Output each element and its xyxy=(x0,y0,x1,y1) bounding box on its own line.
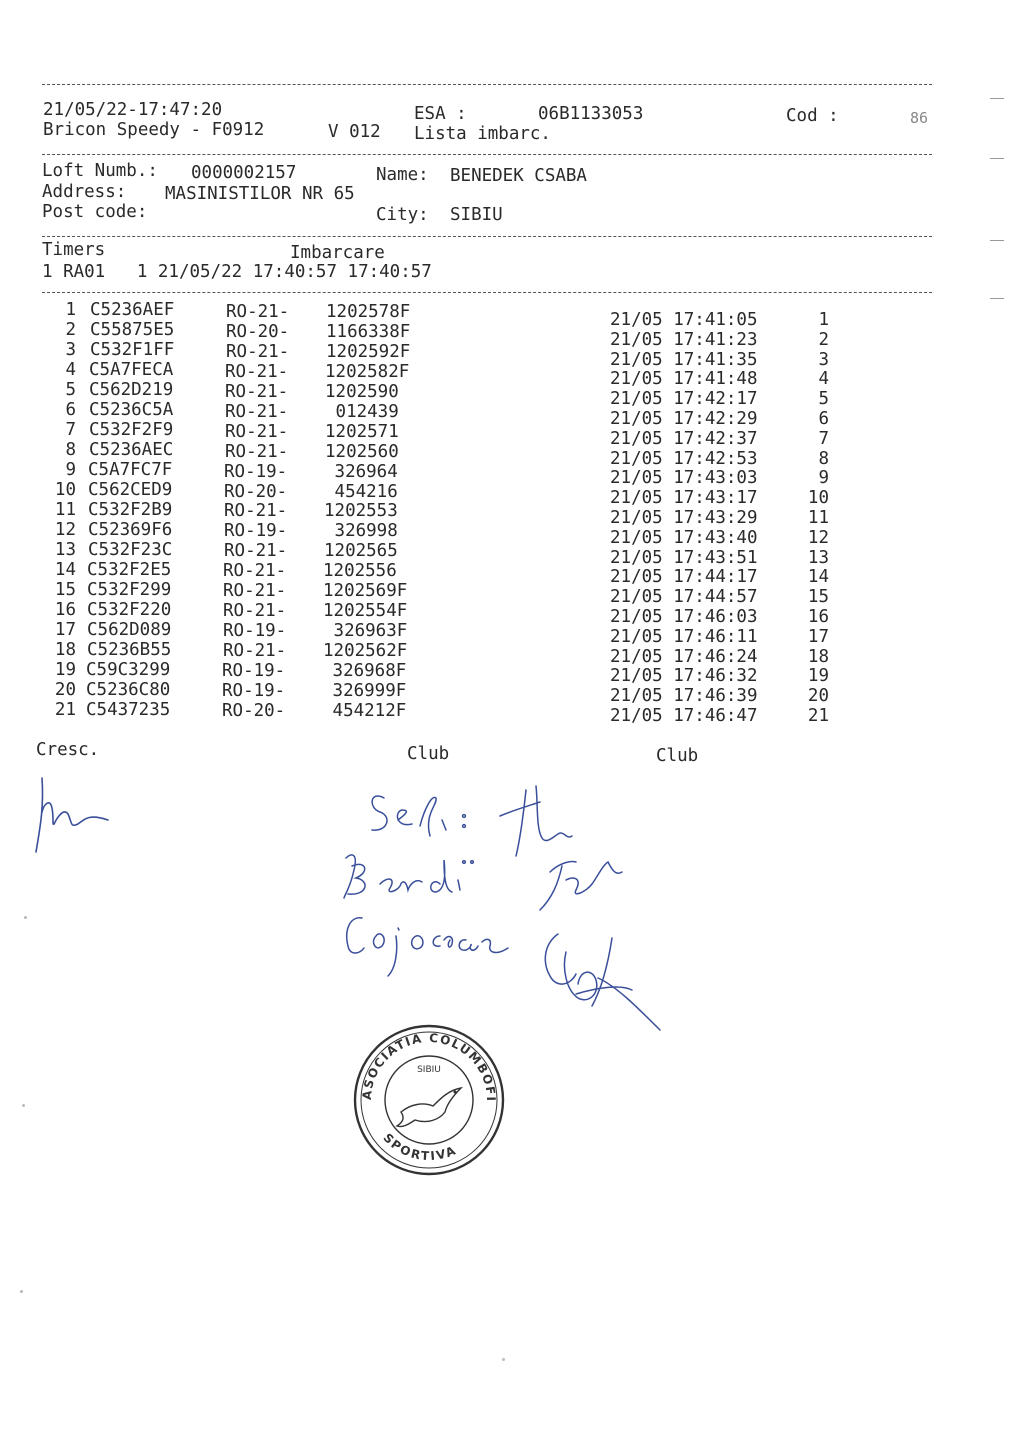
position-number: 19 xyxy=(807,666,829,686)
ring-number: 1202571 xyxy=(325,422,399,442)
ring-number: 1202562F xyxy=(323,641,408,661)
margin-mark xyxy=(990,158,1004,159)
arrival-time: 21/05 17:43:51 xyxy=(610,548,758,568)
row-number: 1 xyxy=(65,300,76,320)
table-row xyxy=(0,520,1024,548)
chip-id: C5437235 xyxy=(86,700,171,720)
row-number: 19 xyxy=(54,660,76,680)
chip-id: C532F2B9 xyxy=(88,500,173,520)
table-row xyxy=(0,500,1024,528)
scan-speck xyxy=(502,1358,505,1361)
arrival-time: 21/05 17:46:03 xyxy=(610,607,758,627)
table-row xyxy=(0,540,1024,568)
chip-id: C5236AEC xyxy=(89,440,174,460)
list-title: Lista imbarc. xyxy=(414,124,551,144)
row-number: 9 xyxy=(65,460,76,480)
position-number: 12 xyxy=(807,528,829,548)
chip-id: C5236B55 xyxy=(87,640,172,660)
ring-prefix: RO-21- xyxy=(223,581,287,601)
position-number: 15 xyxy=(807,587,829,607)
table-row xyxy=(0,620,1024,647)
chip-id: C5236C5A xyxy=(89,400,174,420)
row-number: 11 xyxy=(54,500,76,520)
table-row xyxy=(0,580,1024,607)
ring-prefix: RO-20- xyxy=(226,322,290,342)
table-row xyxy=(0,440,1024,469)
ring-number: 454216 xyxy=(324,482,398,502)
ring-number: 326998 xyxy=(324,521,398,541)
ring-number: 1202590 xyxy=(325,382,399,402)
ring-prefix: RO-21- xyxy=(225,442,289,462)
position-number: 11 xyxy=(807,508,829,528)
position-number: 14 xyxy=(807,567,829,587)
arrival-time: 21/05 17:43:03 xyxy=(610,468,758,488)
device-name: Bricon Speedy - F0912 xyxy=(43,120,265,140)
scan-speck xyxy=(20,1290,23,1293)
position-number: 17 xyxy=(807,627,829,647)
row-number: 18 xyxy=(54,640,76,660)
ring-number: 1202553 xyxy=(324,501,398,521)
ring-number: 454212F xyxy=(322,701,407,721)
margin-mark xyxy=(990,240,1004,241)
table-row xyxy=(0,660,1024,686)
club-label: Club xyxy=(407,744,450,764)
table-row xyxy=(0,560,1024,587)
imbarcare-label: Imbarcare xyxy=(290,243,385,263)
chip-id: C562CED9 xyxy=(88,480,173,500)
ring-prefix: RO-19- xyxy=(222,681,286,701)
ring-number: 1202565 xyxy=(324,541,398,561)
position-number: 3 xyxy=(818,350,829,370)
ring-prefix: RO-20- xyxy=(222,701,286,721)
ring-prefix: RO-21- xyxy=(224,501,288,521)
club-label: Club xyxy=(656,746,699,766)
row-number: 12 xyxy=(54,520,76,540)
position-number: 9 xyxy=(818,468,829,488)
arrival-time: 21/05 17:42:53 xyxy=(610,449,758,469)
ring-prefix: RO-21- xyxy=(223,561,287,581)
row-number: 21 xyxy=(54,700,76,720)
row-number: 5 xyxy=(65,380,76,400)
position-number: 16 xyxy=(807,607,829,627)
row-number: 15 xyxy=(54,580,76,600)
row-number: 20 xyxy=(54,680,76,700)
table-row xyxy=(0,700,1024,726)
ring-number: 326964 xyxy=(324,462,398,482)
position-number: 6 xyxy=(818,409,829,429)
row-number: 13 xyxy=(54,540,76,560)
arrival-time: 21/05 17:46:24 xyxy=(610,647,758,667)
position-number: 5 xyxy=(818,389,829,409)
row-number: 4 xyxy=(65,360,76,380)
chip-id: C532F2E5 xyxy=(87,560,172,580)
table-row xyxy=(0,480,1024,508)
chip-id: C532F220 xyxy=(87,600,172,620)
ring-prefix: RO-21- xyxy=(224,541,288,561)
table-row xyxy=(0,420,1024,449)
esa-value: 06B1133053 xyxy=(538,104,644,124)
table-row xyxy=(0,460,1024,488)
breeder-signature xyxy=(30,768,110,858)
chip-id: C532F299 xyxy=(87,580,172,600)
margin-mark xyxy=(990,98,1004,99)
loft-number-label: Loft Numb.: xyxy=(42,161,158,181)
table-row xyxy=(0,640,1024,667)
ring-number: 326963F xyxy=(323,621,408,641)
position-number: 20 xyxy=(807,686,829,706)
arrival-time: 21/05 17:41:48 xyxy=(610,369,758,389)
city-label: City: xyxy=(376,205,429,225)
ring-prefix: RO-21- xyxy=(226,342,290,362)
post-code-label: Post code: xyxy=(42,202,148,222)
chip-id: C532F2F9 xyxy=(89,420,174,440)
position-number: 2 xyxy=(818,330,829,350)
ring-prefix: RO-21- xyxy=(223,601,287,621)
table-row xyxy=(0,360,1024,389)
arrival-time: 21/05 17:41:23 xyxy=(610,330,758,350)
timer-row: 1 RA01 1 21/05/22 17:40:57 17:40:57 xyxy=(42,262,432,282)
breeder-label: Cresc. xyxy=(36,740,100,760)
chip-id: C5A7FECA xyxy=(89,360,174,380)
row-number: 14 xyxy=(54,560,76,580)
arrival-time: 21/05 17:42:17 xyxy=(610,389,758,409)
ring-number: 1202554F xyxy=(323,601,408,621)
ring-prefix: RO-21- xyxy=(225,362,289,382)
chip-id: C52369F6 xyxy=(88,520,173,540)
table-row xyxy=(0,400,1024,429)
timers-label: Timers xyxy=(42,240,106,260)
arrival-time: 21/05 17:46:32 xyxy=(610,666,758,686)
row-number: 2 xyxy=(65,320,76,340)
position-number: 10 xyxy=(807,488,829,508)
loft-number-value: 0000002157 xyxy=(191,163,297,183)
chip-id: C532F23C xyxy=(88,540,173,560)
row-number: 16 xyxy=(54,600,76,620)
table-row xyxy=(0,380,1024,409)
cod-value: 86 xyxy=(910,109,929,127)
separator-line xyxy=(42,84,932,85)
row-number: 7 xyxy=(65,420,76,440)
svg-text:SPORTIVA: SPORTIVA xyxy=(380,1130,460,1164)
position-number: 8 xyxy=(818,449,829,469)
ring-prefix: RO-19- xyxy=(224,462,288,482)
arrival-time: 21/05 17:46:47 xyxy=(610,706,758,726)
cod-label: Cod : xyxy=(786,106,839,126)
position-number: 4 xyxy=(818,369,829,389)
svg-text:SIBIU: SIBIU xyxy=(417,1065,441,1075)
ring-prefix: RO-21- xyxy=(223,641,287,661)
position-number: 7 xyxy=(818,429,829,449)
row-number: 10 xyxy=(54,480,76,500)
address-label: Address: xyxy=(42,182,127,202)
separator-line xyxy=(42,292,932,293)
scan-speck xyxy=(24,916,27,919)
print-datetime: 21/05/22-17:47:20 xyxy=(43,100,223,120)
margin-mark xyxy=(990,298,1004,299)
arrival-time: 21/05 17:46:39 xyxy=(610,686,758,706)
arrival-time: 21/05 17:42:37 xyxy=(610,429,758,449)
chip-id: C562D089 xyxy=(87,620,172,640)
table-row xyxy=(0,600,1024,627)
position-number: 18 xyxy=(807,647,829,667)
ring-number: 1202578F xyxy=(326,302,411,322)
chip-id: C59C3299 xyxy=(86,660,171,680)
position-number: 13 xyxy=(807,548,829,568)
table-row xyxy=(0,680,1024,706)
ring-prefix: RO-21- xyxy=(225,382,289,402)
ring-prefix: RO-21- xyxy=(225,422,289,442)
arrival-time: 21/05 17:41:05 xyxy=(610,310,758,330)
esa-label: ESA : xyxy=(414,104,467,124)
ring-number: 012439 xyxy=(325,402,399,422)
ring-number: 1202592F xyxy=(326,342,411,362)
arrival-time: 21/05 17:44:17 xyxy=(610,567,758,587)
chip-id: C55875E5 xyxy=(90,320,175,340)
name-value: BENEDEK CSABA xyxy=(450,166,587,186)
ring-number: 1202556 xyxy=(323,561,397,581)
ring-prefix: RO-21- xyxy=(225,402,289,422)
ring-number: 326999F xyxy=(322,681,407,701)
city-value: SIBIU xyxy=(450,205,503,225)
device-version: V 012 xyxy=(328,122,381,142)
club-signature xyxy=(536,928,676,1038)
name-label: Name: xyxy=(376,165,429,185)
ring-prefix: RO-19- xyxy=(224,521,288,541)
arrival-time: 21/05 17:41:35 xyxy=(610,350,758,370)
ring-prefix: RO-19- xyxy=(222,661,286,681)
arrival-time: 21/05 17:46:11 xyxy=(610,627,758,647)
arrival-time: 21/05 17:44:57 xyxy=(610,587,758,607)
row-number: 6 xyxy=(65,400,76,420)
separator-line xyxy=(42,154,932,155)
row-number: 3 xyxy=(65,340,76,360)
row-number: 8 xyxy=(65,440,76,460)
arrival-time: 21/05 17:43:29 xyxy=(610,508,758,528)
chip-id: C5236C80 xyxy=(86,680,171,700)
chip-id: C5236AEF xyxy=(90,300,175,320)
address-value: MASINISTILOR NR 65 xyxy=(165,184,355,204)
ring-prefix: RO-19- xyxy=(223,621,287,641)
row-number: 17 xyxy=(54,620,76,640)
ring-number: 1202560 xyxy=(325,442,399,462)
chip-id: C532F1FF xyxy=(90,340,175,360)
chip-id: C5A7FC7F xyxy=(88,460,173,480)
ring-prefix: RO-21- xyxy=(226,302,290,322)
position-number: 1 xyxy=(818,310,829,330)
svg-text:ASOCIATIA COLUMBOFILA: ASOCIATIA COLUMBOFILA xyxy=(343,1009,499,1103)
scan-speck xyxy=(22,1104,25,1107)
arrival-time: 21/05 17:42:29 xyxy=(610,409,758,429)
ring-number: 1166338F xyxy=(326,322,411,342)
ring-number: 1202569F xyxy=(323,581,408,601)
club-stamp xyxy=(343,1009,509,1180)
chip-id: C562D219 xyxy=(89,380,174,400)
ring-number: 1202582F xyxy=(325,362,410,382)
arrival-time: 21/05 17:43:40 xyxy=(610,528,758,548)
arrival-time: 21/05 17:43:17 xyxy=(610,488,758,508)
ring-number: 326968F xyxy=(322,661,407,681)
position-number: 21 xyxy=(807,706,829,726)
ring-prefix: RO-20- xyxy=(224,482,288,502)
separator-line xyxy=(42,236,932,237)
